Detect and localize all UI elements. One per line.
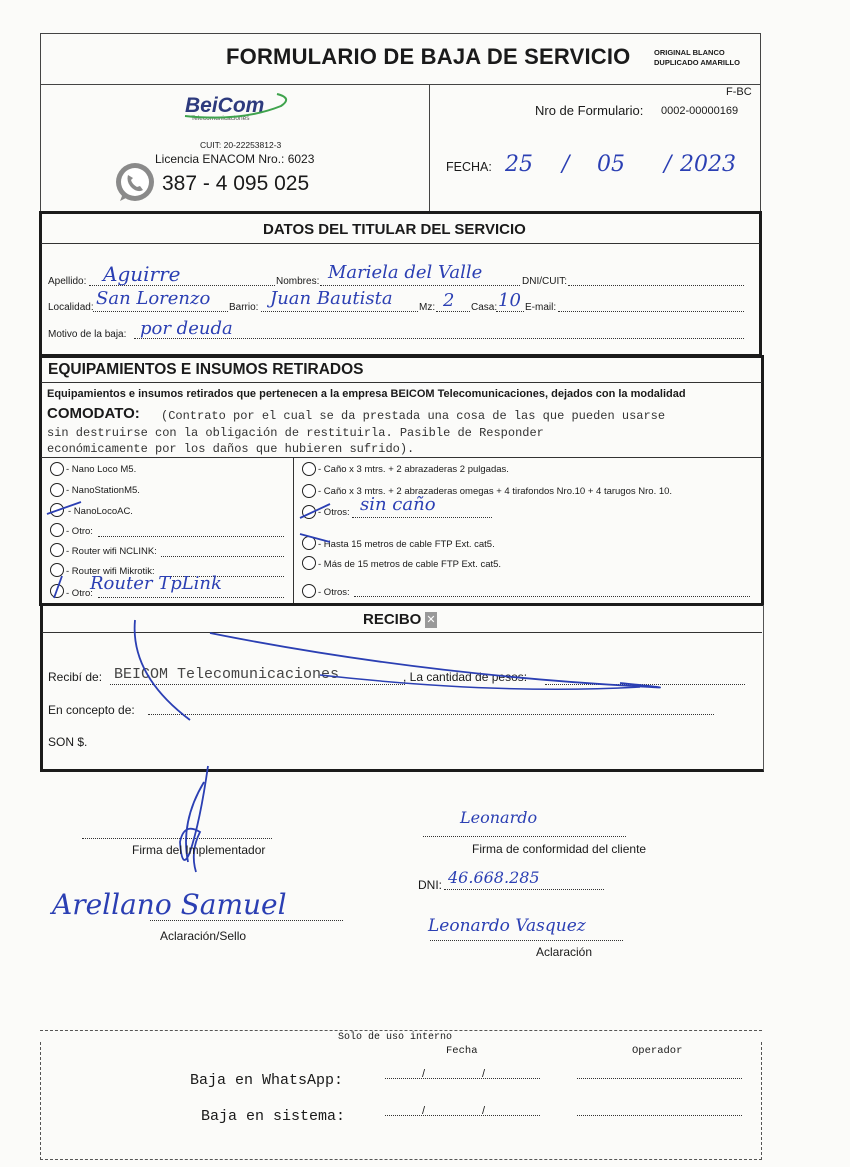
mz-line <box>436 311 470 312</box>
company-logo <box>185 94 264 122</box>
client-signature-line <box>423 836 626 837</box>
apellido-value[interactable]: Aguirre <box>103 262 181 286</box>
internal-top-rule <box>40 1030 762 1031</box>
date-day[interactable]: 25 <box>505 152 533 177</box>
router-nclink-line <box>161 556 284 557</box>
aclaracion-sello-line <box>150 920 343 921</box>
option-cable-15m: - Hasta 15 metros de cable FTP Ext. cat5. <box>318 539 495 550</box>
barrio-label: Barrio: <box>229 302 259 313</box>
baja-whatsapp-operador-line <box>577 1078 742 1079</box>
otro-2-line <box>98 597 284 598</box>
operador-header: Operador <box>632 1045 683 1057</box>
equipment-intro: Equipamientos e insumos retirados que pertenecen a la empresa BEICOM Telecomunicaciones, dejados con la modalidad <box>47 388 686 400</box>
baja-sistema-fecha-line <box>385 1115 540 1116</box>
option-nanoloco-ac: - NanoLocoAC. <box>68 506 133 517</box>
dni-cuit-label: DNI/CUIT: <box>522 276 567 287</box>
cano-abrazaderas-radio[interactable] <box>302 462 316 476</box>
fecha-header: Fecha <box>446 1045 478 1057</box>
receipt-title: RECIBO <box>363 611 422 628</box>
logo-subtext: Telecomunicaciones <box>191 115 250 122</box>
aclaracion-sello-label: Aclaración/Sello <box>160 929 247 943</box>
strike-mark-icon <box>45 498 85 518</box>
option-cano-abrazaderas: - Caño x 3 mtrs. + 2 abrazaderas 2 pulgadas. <box>318 464 509 475</box>
baja-whatsapp-fecha-sep: / <box>422 1068 426 1080</box>
baja-whatsapp-fecha-line <box>385 1078 540 1079</box>
concepto-label: En concepto de: <box>48 703 135 717</box>
company-cuit: CUIT: 20-22253812-3 <box>200 140 282 150</box>
motivo-value[interactable]: por deuda <box>140 318 233 339</box>
nombres-label: Nombres: <box>276 276 320 287</box>
otros-2-line <box>354 596 750 597</box>
client-signature[interactable]: Leonardo <box>460 808 538 827</box>
son-label: SON $. <box>48 735 88 749</box>
localidad-label: Localidad: <box>48 302 94 313</box>
dni-cuit-line <box>568 285 744 286</box>
localidad-value[interactable]: San Lorenzo <box>96 288 211 309</box>
copy-duplicate: DUPLICADO AMARILLO <box>654 58 740 67</box>
cable-more-15m-radio[interactable] <box>302 556 316 570</box>
casa-label: Casa: <box>471 302 498 313</box>
internal-title: Solo de uso interno <box>338 1032 453 1043</box>
company-license: Licencia ENACOM Nro.: 6023 <box>155 152 315 166</box>
comodato-line1: (Contrato por el cual se da prestada una cosa de las que pueden usarse <box>161 409 666 423</box>
form-code: F-BC <box>726 86 752 98</box>
recibi-value: BEICOM Telecomunicaciones <box>114 666 340 683</box>
baja-sistema-fecha-sep: / <box>422 1105 426 1117</box>
cancel-stroke-icon <box>120 615 680 725</box>
baja-sistema-operador-line <box>577 1115 742 1116</box>
form-title: FORMULARIO DE BAJA DE SERVICIO <box>226 44 631 69</box>
receipt-close-icon[interactable]: ✕ <box>426 614 436 626</box>
form-number: 0002-00000169 <box>661 105 739 117</box>
holder-title: DATOS DEL TITULAR DEL SERVICIO <box>263 221 526 238</box>
casa-value[interactable]: 10 <box>498 290 521 311</box>
check-mark-icon <box>44 574 74 600</box>
client-name[interactable]: Leonardo Vasquez <box>428 916 586 936</box>
copy-original: ORIGINAL BLANCO <box>654 48 725 57</box>
email-label: E-mail: <box>525 302 557 313</box>
option-cano-omegas: - Caño x 3 mtrs. + 2 abrazaderas omegas + 4 tirafondos Nro.10 + 4 tarugos Nro. 10. <box>318 486 673 497</box>
otros-1-line <box>352 517 492 518</box>
company-phone: 387 - 4 095 025 <box>162 172 310 195</box>
nombres-value[interactable]: Mariela del Valle <box>328 262 483 283</box>
baja-sistema-fecha-sep: / <box>482 1105 486 1117</box>
cantidad-label: , La cantidad de pesos: <box>403 670 528 684</box>
comodato-label: COMODATO: <box>47 405 140 422</box>
apellido-label: Apellido: <box>48 276 87 287</box>
options-grid-top <box>41 457 762 458</box>
baja-whatsapp-label: Baja en WhatsApp: <box>190 1072 344 1089</box>
barrio-line <box>261 311 418 312</box>
internal-box <box>40 1042 762 1160</box>
option-cable-more-15m: - Más de 15 metros de cable FTP Ext. cat5. <box>318 559 502 570</box>
dni-line <box>444 889 604 890</box>
comodato-line3: económicamente por los daños que hubieren sufrido). <box>47 442 415 456</box>
date-sep1: / <box>562 152 570 177</box>
client-label: Firma de conformidad del cliente <box>472 842 647 856</box>
email-line <box>558 311 744 312</box>
strike-mark-icon <box>296 500 336 522</box>
whatsapp-icon <box>112 160 158 206</box>
logo-text: BeiCom <box>185 94 265 117</box>
implementer-name[interactable]: Arellano Samuel <box>52 888 287 921</box>
nano-loco-m5-radio[interactable] <box>50 462 64 476</box>
otros-2-radio[interactable] <box>302 584 316 598</box>
option-router-nclink: - Router wifi NCLINK: <box>66 546 157 557</box>
barrio-value[interactable]: Juan Bautista <box>270 288 393 309</box>
date-month[interactable]: 05 <box>597 152 625 177</box>
date-sep2: / <box>664 152 672 177</box>
date-label: FECHA: <box>446 160 492 174</box>
option-router-mikrotik: - Router wifi Mikrotik: <box>66 566 155 577</box>
router-nclink-radio[interactable] <box>50 543 64 557</box>
otro-1-radio[interactable] <box>50 523 64 537</box>
aclaracion-label: Aclaración <box>536 945 593 959</box>
implementer-signature-icon <box>160 762 220 882</box>
implementer-label: Firma del Implementador <box>132 843 266 857</box>
recibi-label: Recibí de: <box>48 670 103 684</box>
dni-value[interactable]: 46.668.285 <box>448 868 540 887</box>
localidad-line <box>93 311 228 312</box>
date-year[interactable]: 2023 <box>680 152 736 177</box>
option-otros-2: - Otros: <box>318 587 350 598</box>
motivo-label: Motivo de la baja: <box>48 329 127 340</box>
logo-swoosh-icon <box>181 92 291 122</box>
baja-sistema-label: Baja en sistema: <box>201 1108 346 1125</box>
otro-1-line <box>98 536 284 537</box>
mz-label: Mz: <box>419 302 436 313</box>
option-otros-1: - Otros: <box>318 507 350 518</box>
baja-whatsapp-fecha-sep: / <box>482 1068 486 1080</box>
otro-2-value[interactable]: Router TpLink <box>90 573 222 594</box>
form-number-label: Nro de Formulario: <box>535 103 644 118</box>
options-grid-divider <box>293 457 294 603</box>
cano-omegas-radio[interactable] <box>302 484 316 498</box>
aclaracion-line <box>430 940 623 941</box>
otros-1-value[interactable]: sin caño <box>360 494 436 515</box>
option-nano-loco-m5: - Nano Loco M5. <box>66 464 137 475</box>
equipment-title-rule <box>41 382 762 383</box>
casa-line <box>496 311 524 312</box>
nanostation-m5-radio[interactable] <box>50 483 64 497</box>
mz-value[interactable]: 2 <box>443 290 455 311</box>
option-otro-2: - Otro: <box>66 588 93 599</box>
nombres-line <box>320 285 520 286</box>
equipment-title: EQUIPAMIENTOS E INSUMOS RETIRADOS <box>48 361 364 378</box>
option-nanostation-m5: - NanoStationM5. <box>66 485 140 496</box>
comodato-line2: sin destruirse con la obligación de restituirla. Pasible de Responder <box>47 426 544 440</box>
dni-label: DNI: <box>418 878 442 892</box>
strike-mark-icon <box>296 528 336 548</box>
option-otro-1: - Otro: <box>66 526 93 537</box>
